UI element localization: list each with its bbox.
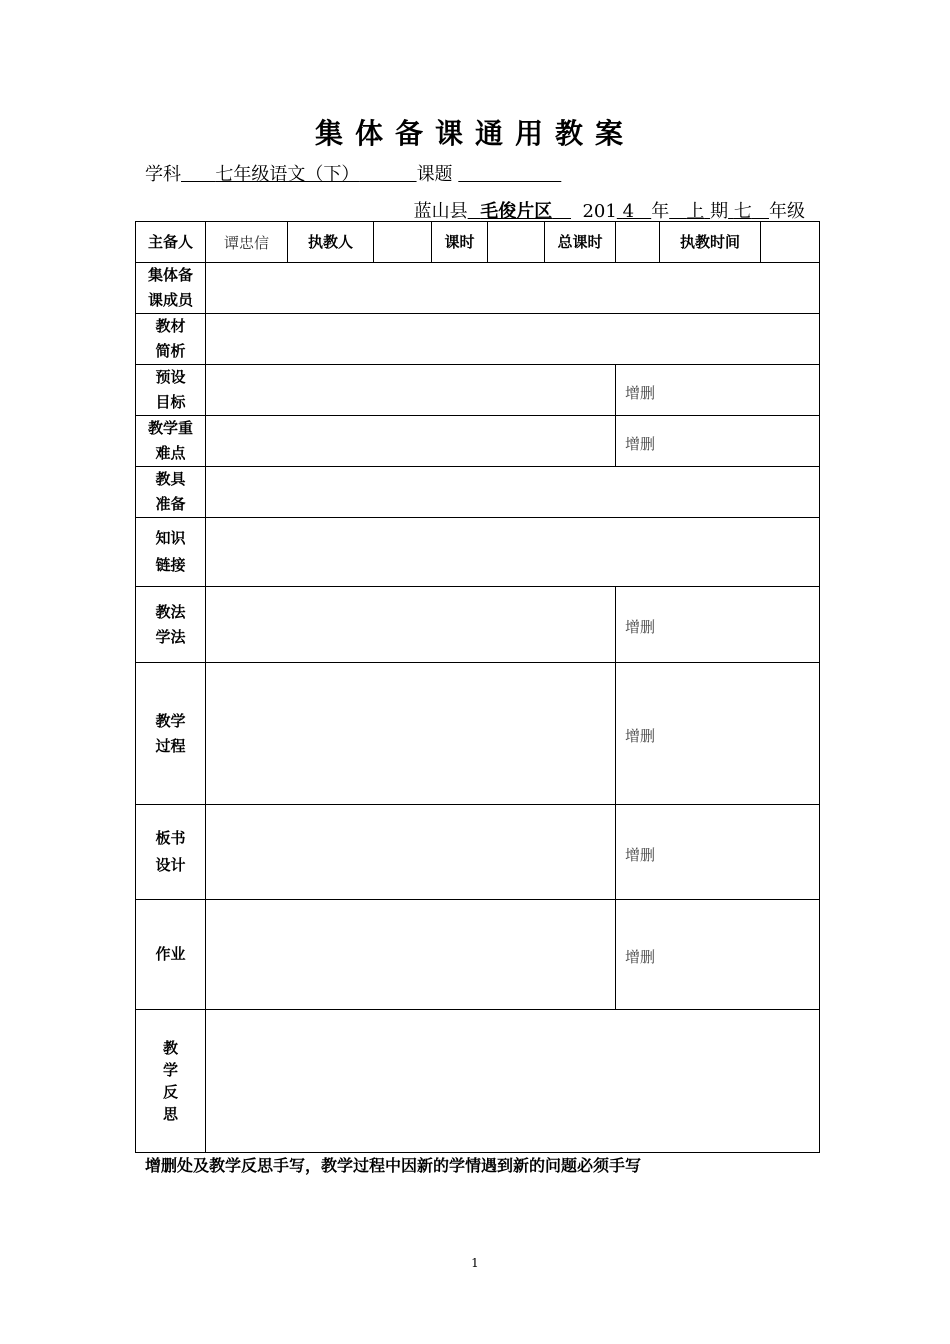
topic-label: 课题 xyxy=(416,164,453,185)
tools-label: 教具准备 xyxy=(136,467,206,518)
board-label: 板书设计 xyxy=(136,805,206,900)
area-value: 毛俊片区 xyxy=(480,201,553,222)
lead-value[interactable]: 谭忠信 xyxy=(206,222,288,263)
teacher-field[interactable] xyxy=(374,222,432,263)
material-field[interactable] xyxy=(206,314,820,365)
year-prefix: 201 xyxy=(582,201,617,222)
add-delete-label: 增删 xyxy=(625,383,656,402)
goals-field[interactable] xyxy=(206,365,616,416)
header-row xyxy=(136,222,820,263)
subject-value: 七年级语文（下） xyxy=(215,164,360,185)
knowledge-field[interactable] xyxy=(206,518,820,587)
members-label: 集体备课成员 xyxy=(136,263,206,314)
grade-label: 年级 xyxy=(769,201,805,222)
term-label: 期 xyxy=(710,201,729,222)
add-delete-label: 增删 xyxy=(625,948,656,966)
reflection-label: 教学反思 xyxy=(136,1010,206,1153)
add-delete-label: 增删 xyxy=(625,434,656,453)
add-delete-label: 增删 xyxy=(625,618,656,636)
methods-add-delete[interactable] xyxy=(616,587,820,663)
members-field[interactable] xyxy=(206,263,820,314)
methods-row xyxy=(136,587,820,663)
subject-label: 学科 xyxy=(145,164,181,185)
lead-label: 主备人 xyxy=(136,222,206,263)
tools-row xyxy=(136,467,820,518)
homework-add-delete[interactable] xyxy=(616,900,820,1010)
reflection-field[interactable] xyxy=(206,1010,820,1153)
total-hours-field[interactable] xyxy=(616,222,660,263)
teacher-label: 执教人 xyxy=(288,222,374,263)
methods-label: 教法学法 xyxy=(136,587,206,663)
members-row xyxy=(136,263,820,314)
key-points-field[interactable] xyxy=(206,416,616,467)
total-hours-label: 总课时 xyxy=(545,222,616,263)
process-field[interactable] xyxy=(206,663,616,805)
knowledge-row xyxy=(136,518,820,587)
knowledge-label: 知识链接 xyxy=(136,518,206,587)
board-add-delete[interactable] xyxy=(616,805,820,900)
grade-value: 七 xyxy=(733,201,752,222)
methods-field[interactable] xyxy=(206,587,616,663)
board-field[interactable] xyxy=(206,805,616,900)
board-row xyxy=(136,805,820,900)
teaching-time-field[interactable] xyxy=(761,222,820,263)
region-line xyxy=(414,197,805,223)
hours-field[interactable] xyxy=(488,222,545,263)
add-delete-label: 增删 xyxy=(625,845,656,864)
process-label: 教学过程 xyxy=(136,663,206,805)
year-digit: 4 xyxy=(622,201,635,222)
hours-label: 课时 xyxy=(432,222,488,263)
page-number: 1 xyxy=(471,1256,479,1270)
process-add-delete[interactable] xyxy=(616,663,820,805)
goals-row xyxy=(136,365,820,416)
material-row xyxy=(136,314,820,365)
homework-row xyxy=(136,900,820,1010)
key-points-label: 教学重难点 xyxy=(136,416,206,467)
goals-label: 预设目标 xyxy=(136,365,206,416)
term-value: 上 xyxy=(686,201,705,222)
lesson-plan-table xyxy=(135,221,820,1153)
year-label: 年 xyxy=(651,201,670,222)
material-label: 教材简析 xyxy=(136,314,206,365)
subject-line xyxy=(145,160,561,186)
process-row xyxy=(136,663,820,805)
key-points-row xyxy=(136,416,820,467)
teaching-time-label: 执教时间 xyxy=(660,222,761,263)
key-points-add-delete[interactable] xyxy=(616,416,820,467)
county-label: 蓝山县 xyxy=(413,201,468,222)
tools-field[interactable] xyxy=(206,467,820,518)
homework-label: 作业 xyxy=(136,900,206,1010)
reflection-row xyxy=(136,1010,820,1153)
topic-blank xyxy=(458,164,561,185)
homework-field[interactable] xyxy=(206,900,616,1010)
add-delete-label: 增删 xyxy=(625,727,656,745)
footer-note: 增删处及教学反思手写，教学过程中因新的学情遇到新的问题必须手写 xyxy=(145,1156,642,1175)
page-title: 集体备课通用教案 xyxy=(314,117,635,150)
goals-add-delete[interactable] xyxy=(616,365,820,416)
